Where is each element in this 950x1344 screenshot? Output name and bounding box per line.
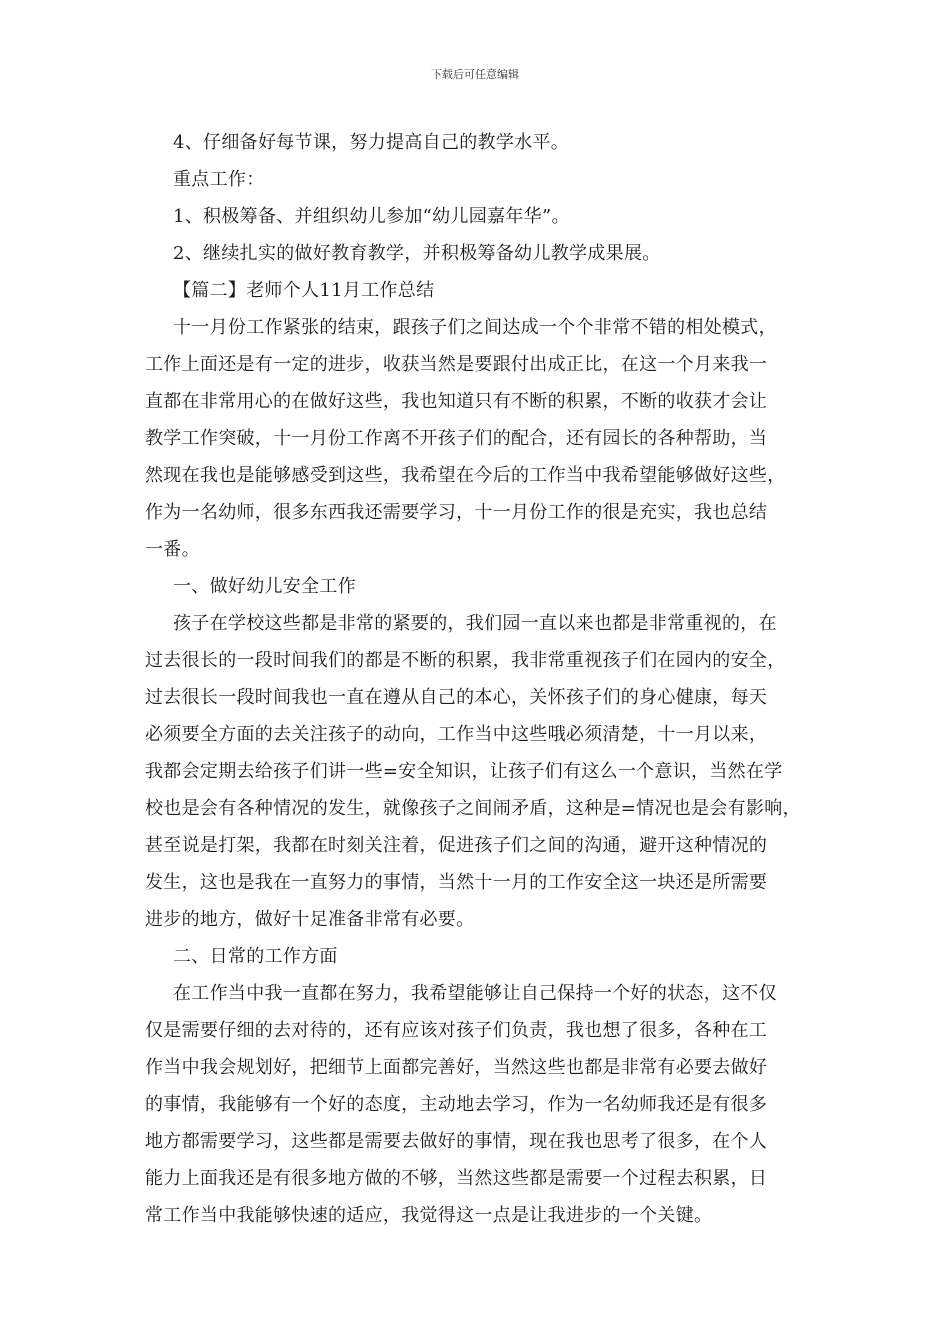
text-line: 【篇二】老师个人11月工作总结 bbox=[173, 280, 435, 301]
text-line: 工作上面还是有一定的进步，收获当然是要跟付出成正比，在这一个月来我一 bbox=[145, 354, 768, 375]
text-line: 孩子在学校这些都是非常的紧要的，我们园一直以来也都是非常重视的，在 bbox=[173, 613, 777, 634]
text-line: 发生，这也是我在一直努力的事情，当然十一月的工作安全这一块还是所需要 bbox=[145, 872, 768, 893]
text-line: 甚至说是打架，我都在时刻关注着，促进孩子们之间的沟通，避开这种情况的 bbox=[145, 835, 768, 856]
text-line: 过去很长一段时间我也一直在遵从自己的本心，关怀孩子们的身心健康，每天 bbox=[145, 687, 768, 708]
text-line: 1、积极筹备、并组织幼儿参加“幼儿园嘉年华”。 bbox=[173, 206, 570, 227]
text-line: 能力上面我还是有很多地方做的不够，当然这些都是需要一个过程去积累，日 bbox=[145, 1168, 768, 1189]
text-line: 过去很长的一段时间我们的都是不断的积累，我非常重视孩子们在园内的安全， bbox=[145, 650, 786, 671]
text-line: 的事情，我能够有一个好的态度，主动地去学习，作为一名幼师我还是有很多 bbox=[145, 1094, 768, 1115]
text-line: 我都会定期去给孩子们讲一些=安全知识，让孩子们有这么一个意识，当然在学 bbox=[145, 761, 783, 782]
text-line: 进步的地方，做好十足准备非常有必要。 bbox=[145, 909, 475, 930]
text-line: 作为一名幼师，很多东西我还需要学习，十一月份工作的很是充实，我也总结 bbox=[145, 502, 768, 523]
text-line: 重点工作： bbox=[173, 169, 265, 190]
text-line: 4、仔细备好每节课，努力提高自己的教学水平。 bbox=[173, 132, 570, 153]
text-line: 十一月份工作紧张的结束，跟孩子们之间达成一个个非常不错的相处模式， bbox=[173, 317, 777, 338]
text-line: 直都在非常用心的在做好这些，我也知道只有不断的积累，不断的收获才会让 bbox=[145, 391, 768, 412]
text-line: 然现在我也是能够感受到这些，我希望在今后的工作当中我希望能够做好这些， bbox=[145, 465, 786, 486]
text-line: 二、日常的工作方面 bbox=[173, 946, 338, 967]
text-line: 在工作当中我一直都在努力，我希望能够让自己保持一个好的状态，这不仅 bbox=[173, 983, 777, 1004]
text-line: 教学工作突破，十一月份工作离不开孩子们的配合，还有园长的各种帮助，当 bbox=[145, 428, 768, 449]
header-note: 下载后可任意编辑 bbox=[431, 68, 519, 81]
document-body bbox=[145, 124, 817, 1234]
text-line: 一番。 bbox=[145, 539, 200, 560]
text-line: 地方都需要学习，这些都是需要去做好的事情，现在我也思考了很多，在个人 bbox=[145, 1131, 768, 1152]
text-line: 作当中我会规划好，把细节上面都完善好，当然这些也都是非常有必要去做好 bbox=[145, 1057, 768, 1078]
text-line: 一、做好幼儿安全工作 bbox=[173, 576, 356, 597]
text-line: 2、继续扎实的做好教育教学，并积极筹备幼儿教学成果展。 bbox=[173, 243, 661, 264]
text-line: 仅是需要仔细的去对待的，还有应该对孩子们负责，我也想了很多，各种在工 bbox=[145, 1020, 768, 1041]
text-line: 常工作当中我能够快速的适应，我觉得这一点是让我进步的一个关键。 bbox=[145, 1205, 713, 1226]
text-line: 必须要全方面的去关注孩子的动向，工作当中这些哦必须清楚，十一月以来， bbox=[145, 724, 768, 745]
text-line: 校也是会有各种情况的发生，就像孩子之间闹矛盾，这种是=情况也是会有影响， bbox=[145, 798, 801, 819]
